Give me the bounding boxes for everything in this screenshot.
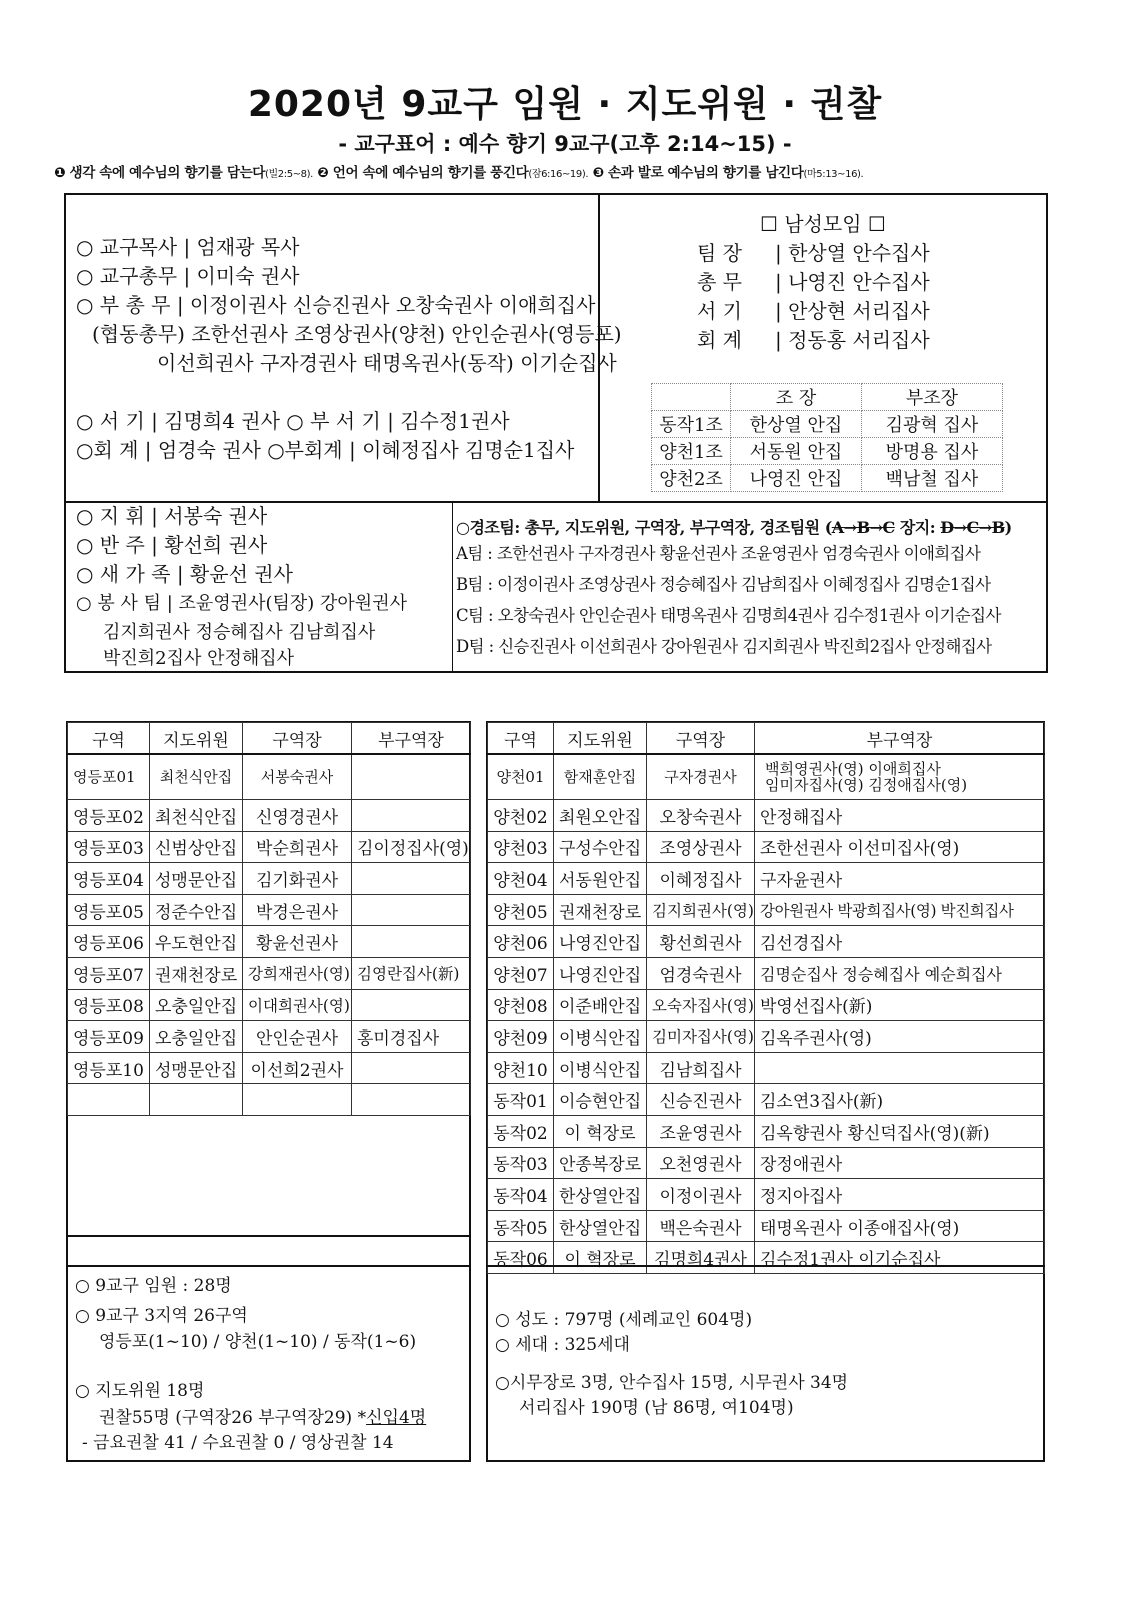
table-cell: 김옥주권사(영) [755,1021,1045,1053]
table-row [652,438,1003,465]
mens-name-secretary: | 안상현 서리집사 [775,299,930,323]
table-row [68,894,471,926]
summary-households: ○ 세대 : 325세대 [495,1335,630,1355]
table-cell: 이대희권사(영) [243,989,352,1021]
table-cell: 이병식안집 [554,1021,647,1053]
table-row [488,800,1045,832]
officer-coop: (협동총무) 조한선권사 조영상권사(양천) 안인순권사(영등포) [92,322,622,346]
table-cell: 영등포08 [68,989,150,1021]
table-header-row [68,723,471,755]
col-header-district: 구역 [488,723,554,755]
table-cell: 김이정집사(영) [352,831,471,863]
table-cell: 박경은권사 [243,894,352,926]
table-cell [150,1084,243,1116]
table-cell: 양천04 [488,863,554,895]
summary-kwonchal [99,1405,426,1431]
goal-2-number: ❷ [317,165,329,181]
table-cell: 강아원권사 박광희집사(영) 박진희집사 [755,894,1045,926]
goal-1-text: 생각 속에 예수님의 향기를 담는다 [69,165,266,181]
table-cell: 김선경집사 [755,926,1045,958]
table-cell: 나영진안집 [554,957,647,989]
ministry-service-2: 김지희권사 정승혜집사 김남희집사 [103,622,376,643]
table-cell: 구성수안집 [554,831,647,863]
officer-coop-2: 이선희권사 구자경권사 태명옥권사(동작) 이기순집사 [157,351,617,375]
table-cell: 방명용 집사 [862,438,1003,465]
goal-2-text: 언어 속에 예수님의 향기를 풍긴다 [332,165,529,181]
table-cell: 영등포02 [68,800,150,832]
summary-new-members: 신입4명 [366,1408,427,1428]
table-cell: 구자경권사 [647,754,755,800]
table-cell: 동작05 [488,1210,554,1242]
table-cell [352,989,471,1021]
table-cell: 안종복장로 [554,1147,647,1179]
table-row [488,1242,1045,1274]
table-cell: 이선희2권사 [243,1052,352,1084]
parish-motto: - 교구표어 : 예수 향기 9교구(고후 2:14~15) - [338,132,792,156]
table-cell: 영등포03 [68,831,150,863]
mens-name-general: | 나영진 안수집사 [775,270,930,294]
table-cell: 이승현안집 [554,1084,647,1116]
table-cell: 양천2조 [652,465,731,492]
table-cell: 이준배안집 [554,989,647,1021]
table-cell: 최천식안집 [150,754,243,800]
table-cell: 백은숙권사 [647,1210,755,1242]
table-cell: 박영선집사(新) [755,989,1045,1021]
left-blank-band [66,1235,471,1267]
table-cell: 김지희권사(영) [647,894,755,926]
table-row [488,831,1045,863]
table-cell: 영등포06 [68,926,150,958]
table-row [488,754,1045,800]
table-row [68,1021,471,1053]
table-row [68,831,471,863]
table-cell: 영등포07 [68,957,150,989]
parish-goals [54,161,1104,181]
goal-1-number: ❶ [54,165,66,181]
condolence-team-d: D팀 : 신승진권사 이선희권사 강아원권사 김지희권사 박진희2집사 안정해집사 [456,637,992,656]
table-cell [352,894,471,926]
table-cell: 양천08 [488,989,554,1021]
table-row [68,800,471,832]
table-cell: 정준수안집 [150,894,243,926]
table-cell: 동작06 [488,1242,554,1274]
ministry-newfamily: ○ 새 가 족 | 황윤선 권사 [76,562,293,586]
table-cell: 서봉숙권사 [243,754,352,800]
table-row [68,926,471,958]
ministry-choir: ○ 지 휘 | 서봉숙 권사 [76,504,268,528]
table-cell: 안정해집사 [755,800,1045,832]
table-cell: 권재천장로 [150,957,243,989]
table-cell: 오충일안집 [150,1021,243,1053]
table-cell: 태명옥권사 이종애집사(영) [755,1210,1045,1242]
table-row [488,1210,1045,1242]
officer-pastor: ○ 교구목사 | 엄재광 목사 [76,235,300,259]
table-row [68,1084,471,1116]
table-cell: 한상열안집 [554,1179,647,1211]
summary-kwonchal-breakdown: - 금요권찰 41 / 수요권찰 0 / 영상권찰 14 [82,1433,394,1453]
table-row [68,754,471,800]
condolence-burial-label: 장지: [894,518,941,537]
table-row [488,894,1045,926]
goal-2-ref: (잠6:16~19). [528,169,589,180]
col-header-advisor: 지도위원 [150,723,243,755]
table-cell: 오천영권사 [647,1147,755,1179]
table-cell: 나영진안집 [554,926,647,958]
condolence-team-b: B팀 : 이정이권사 조영상권사 정승혜집사 김남희집사 이혜정집사 김명순1집사 [456,575,991,594]
table-cell: 안인순권사 [243,1021,352,1053]
table-cell: 영등포10 [68,1052,150,1084]
mens-subgroup-table [651,383,1003,492]
table-row [488,957,1045,989]
table-cell [243,1084,352,1116]
table-cell: 양천09 [488,1021,554,1053]
table-cell [352,1084,471,1116]
table-cell [352,1052,471,1084]
table-cell: 양천1조 [652,438,731,465]
goal-3-number: ❸ [592,165,604,181]
table-cell: 함재훈안집 [554,754,647,800]
table-cell: 서동원 안집 [731,438,862,465]
table-cell: 동작02 [488,1115,554,1147]
condolence-heading-text: ○경조팀: 총무, 지도위원, 구역장, 부구역장, 경조팀원 ( [456,518,832,537]
table-cell: 황선희권사 [647,926,755,958]
left-district-table [67,722,471,1116]
table-cell [352,800,471,832]
table-cell: 동작03 [488,1147,554,1179]
table-cell: 오충일안집 [150,989,243,1021]
col-header-advisor: 지도위원 [554,723,647,755]
table-cell: 성맹문안집 [150,863,243,895]
table-cell: 이 혁장로 [554,1242,647,1274]
table-cell: 박순희권사 [243,831,352,863]
table-cell: 홍미경집사 [352,1021,471,1053]
table-cell: 양천06 [488,926,554,958]
table-cell: 최원오안집 [554,800,647,832]
col-header-subleader: 부구역장 [755,723,1045,755]
table-cell: 이 혁장로 [554,1115,647,1147]
officer-general: ○ 교구총무 | 이미숙 권사 [76,264,300,288]
table-cell: 김남희집사 [647,1052,755,1084]
table-row [488,1052,1045,1084]
table-header: 조 장 [731,384,862,411]
table-row [488,1179,1045,1211]
officer-secretary: ○ 서 기 | 김명희4 권사 ○ 부 서 기 | 김수정1권사 [76,409,510,433]
condolence-burial-struck: D→C→B [940,518,1005,537]
table-row [652,411,1003,438]
mens-role-general: 총 무 [697,270,742,294]
table-cell: 김미자집사(영) [647,1021,755,1053]
table-cell: 최천식안집 [150,800,243,832]
table-cell: 신범상안집 [150,831,243,863]
table-cell: 이혜정집사 [647,863,755,895]
right-district-table [487,722,1045,1274]
table-cell: 김수정1권사 이기순집사 [755,1242,1045,1274]
table-cell: 김소연3집사(新) [755,1084,1045,1116]
right-table-bottom-rule [486,1265,1045,1267]
table-cell: 영등포09 [68,1021,150,1053]
table-cell: 한상열 안집 [731,411,862,438]
table-cell: 김옥향권사 황신덕집사(영)(新) [755,1115,1045,1147]
summary-district-ranges: 영등포(1~10) / 양천(1~10) / 동작(1~6) [99,1332,417,1352]
table-row [488,863,1045,895]
table-row [488,1147,1045,1179]
table-cell: 나영진 안집 [731,465,862,492]
table-cell: 조한선권사 이선미집사(영) [755,831,1045,863]
summary-advisors: ○ 지도위원 18명 [75,1381,205,1401]
summary-districts: ○ 9교구 3지역 26구역 [75,1306,248,1326]
table-cell: 신영경권사 [243,800,352,832]
summary-members: ○ 성도 : 797명 (세례교인 604명) [495,1310,753,1330]
goal-1-ref: (빌2:5~8). [265,169,313,180]
table-cell: 양천07 [488,957,554,989]
table-cell [755,1052,1045,1084]
table-cell: 김명희4권사 [647,1242,755,1274]
table-cell: 오숙자집사(영) [647,989,755,1021]
ministry-service-3: 박진희2집사 안정해집사 [103,648,295,669]
condolence-divider [452,503,453,673]
table-cell: 동작01 [488,1084,554,1116]
mens-role-secretary: 서 기 [697,299,742,323]
table-cell: 성맹문안집 [150,1052,243,1084]
table-cell: 구자윤권사 [755,863,1045,895]
table-cell: 동작1조 [652,411,731,438]
table-row [68,957,471,989]
condolence-order-struck: A→B→C [831,518,895,537]
summary-officers-count: ○ 9교구 임원 : 28명 [75,1276,232,1296]
table-cell: 영등포05 [68,894,150,926]
table-cell: 백남철 집사 [862,465,1003,492]
table-row [68,1052,471,1084]
table-cell: 우도현안집 [150,926,243,958]
table-row [652,384,1003,411]
goal-3-ref: (마5:13~16). [803,169,864,180]
table-cell: 조영상권사 [647,831,755,863]
officer-vice: ○ 부 총 무 | 이정이권사 신승진권사 오창숙권사 이애희집사 [76,293,596,317]
table-cell: 양천03 [488,831,554,863]
table-row [652,465,1003,492]
table-header: 부조장 [862,384,1003,411]
summary-kwonchal-text: 권찰55명 (구역장26 부구역장29) * [99,1408,367,1428]
officer-treasurer: ○회 계 | 엄경숙 권사 ○부회계 | 이혜정집사 김명순1집사 [76,438,575,462]
table-cell [652,384,731,411]
table-cell [352,926,471,958]
table-cell: 권재천장로 [554,894,647,926]
table-row [488,1115,1045,1147]
ministry-piano: ○ 반 주 | 황선희 권사 [76,533,268,557]
table-row [488,1021,1045,1053]
col-header-leader: 구역장 [647,723,755,755]
table-cell: 양천10 [488,1052,554,1084]
table-cell: 강희재권사(영) [243,957,352,989]
table-cell: 이병식안집 [554,1052,647,1084]
table-cell: 정지아집사 [755,1179,1045,1211]
table-cell: 김광혁 집사 [862,411,1003,438]
table-row [68,863,471,895]
mens-role-leader: 팀 장 [697,241,742,265]
table-header-row [488,723,1045,755]
table-row [488,989,1045,1021]
table-cell: 오창숙권사 [647,800,755,832]
table-row [488,1084,1045,1116]
table-cell: 양천02 [488,800,554,832]
mens-name-leader: | 한상열 안수집사 [775,241,930,265]
goal-3-text: 손과 발로 예수님의 향기를 남긴다 [607,165,804,181]
table-cell: 영등포01 [68,754,150,800]
table-cell [68,1084,150,1116]
table-cell [352,863,471,895]
table-cell: 한상열안집 [554,1210,647,1242]
table-cell: 서동원안집 [554,863,647,895]
condolence-heading [456,513,1012,542]
col-header-subleader: 부구역장 [352,723,471,755]
table-row [68,989,471,1021]
table-row [488,926,1045,958]
condolence-team-a: A팀 : 조한선권사 구자경권사 황윤선권사 조윤영권사 엄경숙권사 이애희집사 [456,544,981,563]
table-cell: 엄경숙권사 [647,957,755,989]
subleader-line-2: 임미자집사(영) 김정애집사(영) [765,776,968,794]
table-cell: 신승진권사 [647,1084,755,1116]
ministry-service: ○ 봉 사 팀 | 조윤영권사(팀장) 강아원권사 [76,593,407,614]
subleader-line: 백희영권사(영) 이애희집사 [765,760,941,778]
table-cell: 김명순집사 정승혜집사 예순희집사 [755,957,1045,989]
table-cell: 양천05 [488,894,554,926]
table-cell: 김기화권사 [243,863,352,895]
summary-deacons: 서리집사 190명 (남 86명, 여104명) [519,1398,794,1418]
page-title: 2020년 9교구 임원 · 지도위원 · 권찰 [247,84,883,125]
table-cell: 조윤영권사 [647,1115,755,1147]
condolence-heading-end: ) [1004,518,1012,537]
table-cell [755,754,1045,800]
mens-name-treasurer: | 정동홍 서리집사 [775,328,930,352]
table-cell: 동작04 [488,1179,554,1211]
table-cell: 황윤선권사 [243,926,352,958]
table-cell: 김영란집사(新) [352,957,471,989]
table-cell: 이정이권사 [647,1179,755,1211]
col-header-district: 구역 [68,723,150,755]
table-cell: 양천01 [488,754,554,800]
table-cell: 장정애권사 [755,1147,1045,1179]
mens-group-title: ☐ 남성모임 ☐ [760,212,886,236]
condolence-team-c: C팀 : 오창숙권사 안인순권사 태명옥권사 김명희4권사 김수정1권사 이기순집사 [456,606,1001,625]
table-cell [352,754,471,800]
summary-elders: ○시무장로 3명, 안수집사 15명, 시무권사 34명 [495,1373,849,1393]
mens-role-treasurer: 회 계 [697,328,742,352]
table-cell: 영등포04 [68,863,150,895]
col-header-leader: 구역장 [243,723,352,755]
